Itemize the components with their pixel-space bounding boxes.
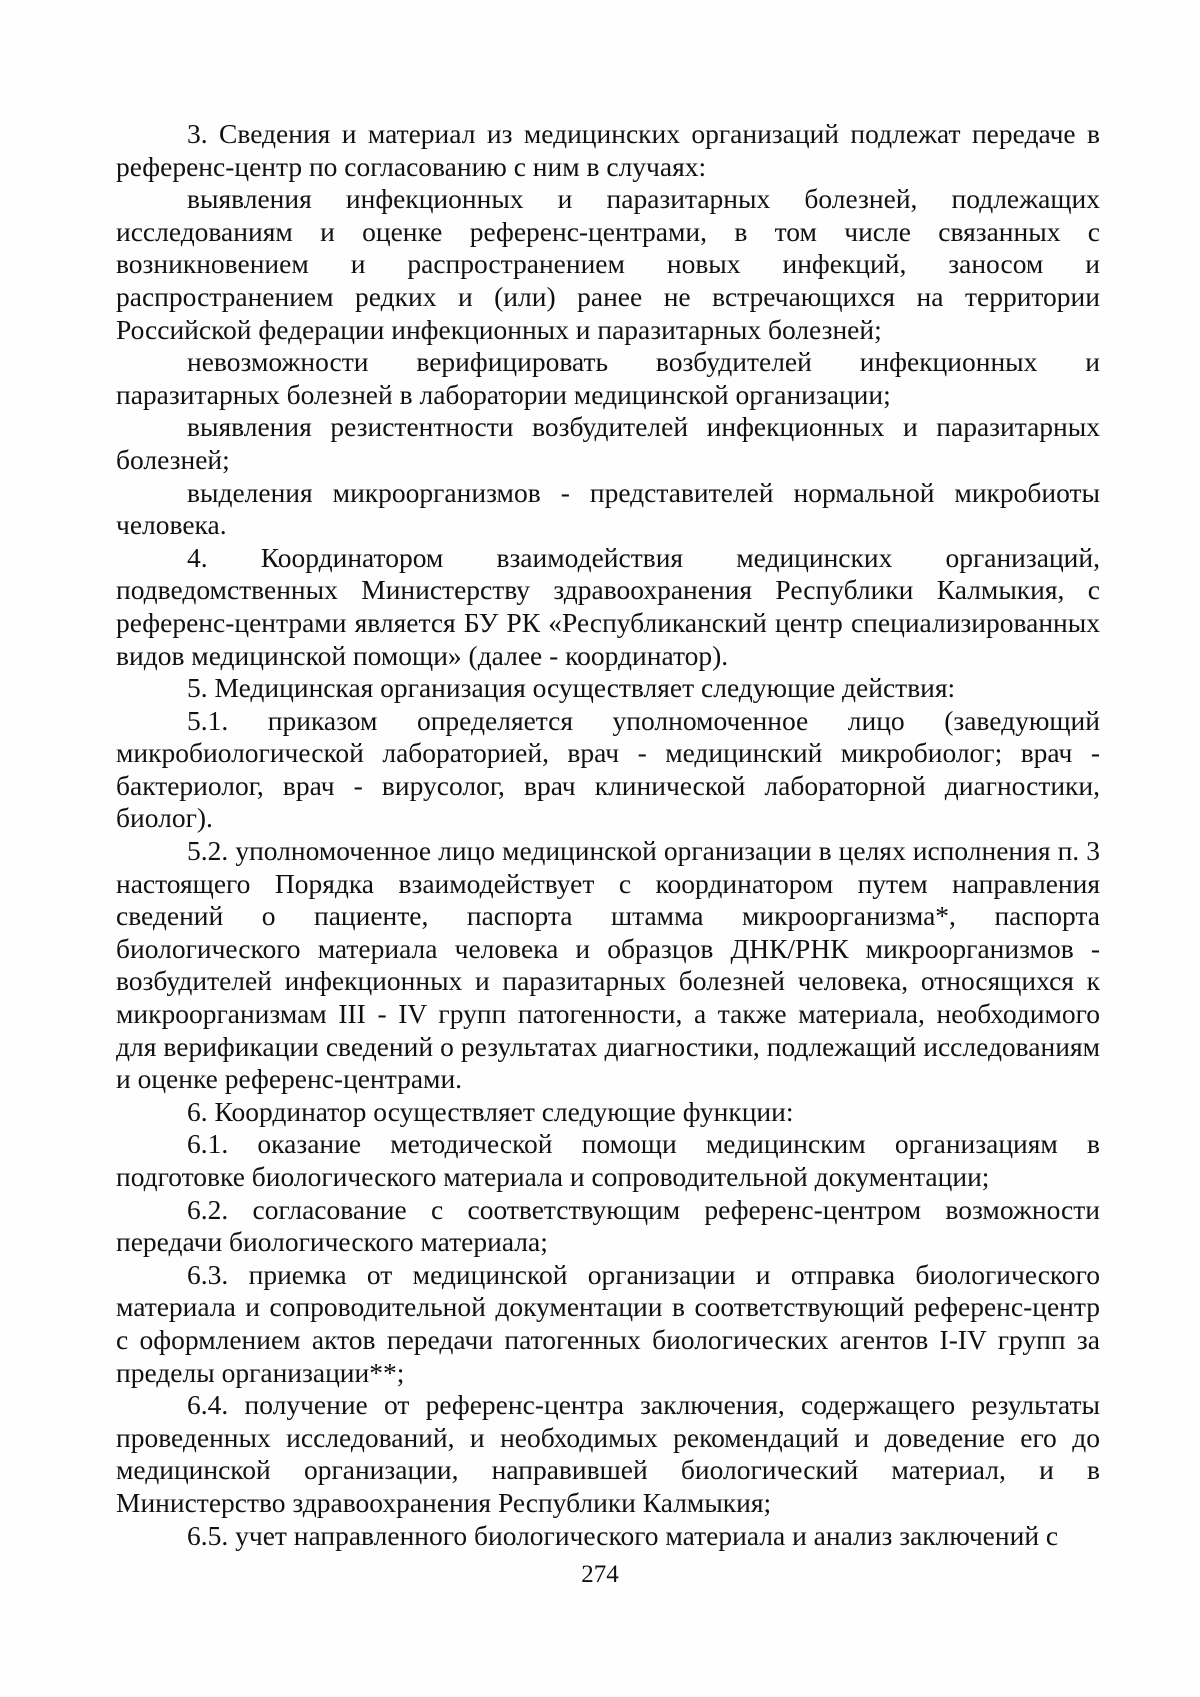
paragraph-6-2: 6.2. согласование с соответствующим референс-центром возможности передачи биологического материала; — [116, 1193, 1100, 1258]
paragraph-6-5: 6.5. учет направленного биологического материала и анализ заключений с — [187, 1519, 1059, 1551]
paragraph-6-1: 6.1. оказание методической помощи медицинским организациям в подготовке биологического материала и сопроводительной документации; — [116, 1128, 1100, 1192]
paragraph-4-coordinator: 4. Координатором взаимодействия медицинских организаций, подведомственных Министерству здравоохранения Республики Калмыкия, с референс-центрами является БУ РК «Республиканский центр специализированных видов медицинской помощи» (далее - координатор). — [116, 541, 1100, 671]
paragraph-case-detection: выявления инфекционных и паразитарных болезней, подлежащих исследованиям и оценке референс-центрами, в том числе связанных с возникновением и распространением новых инфекций, заносом и распространением редких и (или) ранее не встречающихся на территории Российской федерации инфекционных и паразитарных болезней; — [116, 183, 1100, 345]
paragraph-case-verification: невозможности верифицировать возбудителей инфекционных и паразитарных болезней в лаборатории медицинской организации; — [116, 346, 1100, 410]
paragraph-3-intro: 3. Сведения и материал из медицинских организаций подлежат передаче в референс-центр по согласованию с ним в случаях: — [116, 118, 1100, 182]
document-body — [116, 118, 1100, 1552]
paragraph-6-4: 6.4. получение от референс-центра заключения, содержащего результаты проведенных исследований, и необходимых рекомендаций и доведение его до медицинской организации, направившей биологический материал, и в Министерство здравоохранения Республики Калмыкия; — [116, 1389, 1100, 1518]
page-number: 274 — [581, 1561, 619, 1588]
paragraph-case-resistance: выявления резистентности возбудителей инфекционных и паразитарных болезней; — [116, 411, 1100, 475]
paragraph-5-actions: 5. Медицинская организация осуществляет следующие действия: — [187, 672, 956, 704]
paragraph-6-functions: 6. Координатор осуществляет следующие функции: — [187, 1095, 794, 1127]
paragraph-5-1: 5.1. приказом определяется уполномоченное лицо (заведующий микробиологической лабораторией, врач - медицинский микробиолог; врач - бактериолог, врач - вирусолог, врач клинической лабораторной диагностики, биолог). — [116, 704, 1100, 834]
paragraph-5-2: 5.2. уполномоченное лицо медицинской организации в целях исполнения п. 3 настоящего Порядка взаимодействует с координатором путем направления сведений о пациенте, паспорта штамма микроорганизма*, паспорта биологического материала человека и образцов ДНК/РНК микроорганизмов - возбудителей инфекционных и паразитарных болезней человека, относящихся к микроорганизмам III - IV групп патогенности, а также материала, необходимого для верификации сведений о результатах диагностики, подлежащий исследованиям и оценке референс-центрами. — [116, 835, 1100, 1095]
paragraph-6-3: 6.3. приемка от медицинской организации и отправка биологического материала и сопроводительной документации в соответствующий референс-центр с оформлением актов передачи патогенных биологических агентов I-IV групп за пределы организации**; — [116, 1258, 1100, 1388]
paragraph-case-microbiota: выделения микроорганизмов - представителей нормальной микробиоты человека. — [116, 476, 1100, 541]
